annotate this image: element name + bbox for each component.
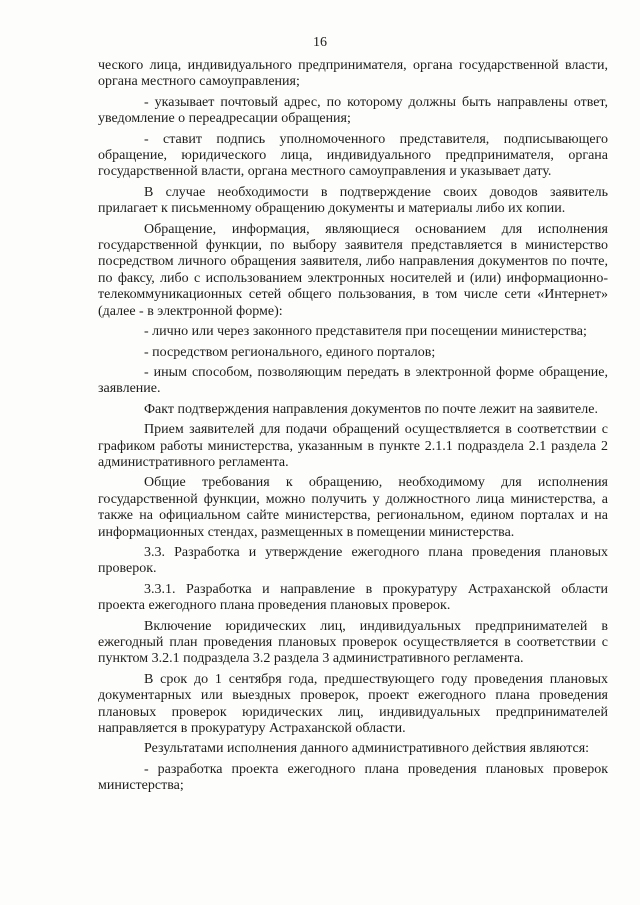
paragraph: Результатами исполнения данного административного действия являются: bbox=[144, 741, 590, 757]
paragraph: Включение юридических лиц, индивидуальных предпринимателей в ежегодный план проведения плановых проверок осуществляется в соответствии с пунктом 3.2.1 подраздела 3.2 раздела 3 административного регламента. bbox=[98, 618, 608, 667]
paragraph: - посредством регионального, единого порталов; bbox=[144, 344, 436, 360]
page-number: 16 bbox=[313, 35, 327, 50]
paragraph: В срок до 1 сентября года, предшествующего году проведения плановых документарных или выездных проверок, проект ежегодного плана проведения плановых проверок юридических лиц, индивидуальных предпринимателей направляется в прокуратуру Астраханской области. bbox=[98, 671, 608, 737]
paragraph: Общие требования к обращению, необходимому для исполнения государственной функции, можно получить у должностного лица министерства, а также на официальном сайте министерства, региональном, едином порталах и на информационных стендах, размещенных в помещении министерства. bbox=[98, 475, 608, 540]
paragraph: Обращение, информация, являющиеся основанием для исполнения государственной функции, по выбору заявителя представляется в министерство посредством личного обращения заявителя, либо направления документов по почте, по факсу, либо с использованием электронных носителей и (или) информационно-телекоммуникационных сетей общего пользования, в том числе сети «Интернет» (далее - в электронной форме): bbox=[98, 221, 608, 319]
paragraph: Прием заявителей для подачи обращений осуществляется в соответствии с графиком работы министерства, указанным в пункте 2.1.1 подраздела 2.1 раздела 2 административного регламента. bbox=[98, 422, 608, 470]
paragraph: - указывает почтовый адрес, по которому должны быть направлены ответ, уведомление о переадресации обращения; bbox=[98, 94, 608, 127]
paragraph: - лично или через законного представителя при посещении министерства; bbox=[144, 324, 587, 340]
paragraph: В случае необходимости в подтверждение своих доводов заявитель прилагает к письменному обращению документы и материалы либо их копии. bbox=[98, 184, 608, 217]
paragraph: - ставит подпись уполномоченного представителя, подписывающего обращение, юридического лица, индивидуального предпринимателя, органа государственной власти, органа местного самоуправления и указывает дату. bbox=[98, 131, 608, 180]
document-body bbox=[98, 58, 608, 799]
section-heading: 3.3. Разработка и утверждение ежегодного плана проведения плановых проверок. bbox=[98, 544, 608, 577]
subsection-heading: 3.3.1. Разработка и направление в прокуратуру Астраханской области проекта ежегодного плана проведения плановых проверок. bbox=[98, 581, 608, 614]
paragraph: - разработка проекта ежегодного плана проведения плановых проверок министерства; bbox=[98, 761, 608, 794]
paragraph: Факт подтверждения направления документов по почте лежит на заявителе. bbox=[144, 401, 598, 417]
paragraph: - иным способом, позволяющим передать в электронной форме обращение, заявление. bbox=[98, 364, 608, 397]
paragraph: ческого лица, индивидуального предпринимателя, органа государственной власти, органа местного самоуправления; bbox=[98, 58, 608, 90]
